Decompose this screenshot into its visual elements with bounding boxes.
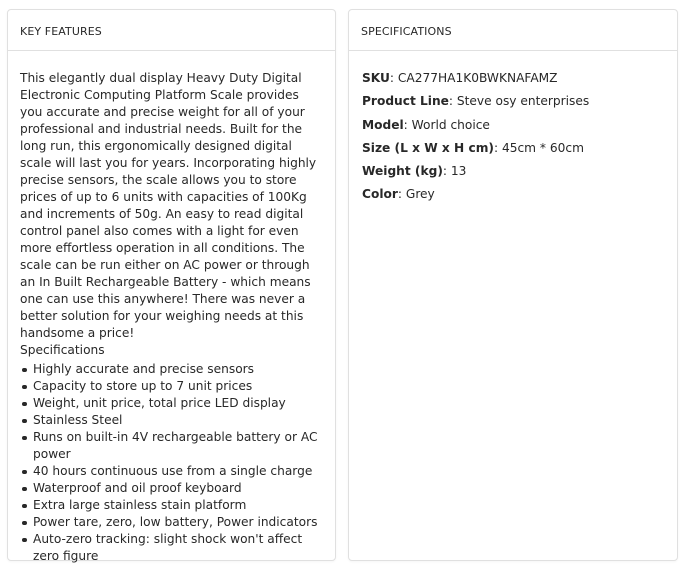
feature-list — [20, 361, 323, 565]
feature-item: Highly accurate and precise sensors — [33, 361, 323, 378]
spec-row-size: Size (L x W x H cm): 45cm * 60cm — [362, 140, 584, 155]
spec-key: Product Line — [362, 94, 449, 109]
feature-item: 40 hours continuous use from a single charge — [33, 463, 323, 480]
spec-row-product-line: Product Line: Steve osy enterprises — [362, 94, 590, 109]
spec-key: Color — [362, 187, 398, 202]
feature-item: Auto-zero tracking: slight shock won't affect zero figure — [33, 531, 323, 565]
feature-item: Runs on built-in 4V rechargeable battery or AC power — [33, 429, 323, 463]
specifications-card — [348, 9, 678, 561]
feature-item: Weight, unit price, total price LED display — [33, 395, 323, 412]
key-features-card — [7, 9, 336, 561]
spec-value: 45cm * 60cm — [501, 140, 584, 155]
spec-row-model: Model: World choice — [362, 117, 490, 132]
spec-value: 13 — [450, 164, 467, 179]
spec-key: Weight (kg) — [362, 164, 443, 179]
spec-key: Size (L x W x H cm) — [362, 140, 494, 155]
feature-item: Power tare, zero, low battery, Power indicators — [33, 514, 323, 531]
spec-row-sku: SKU: CA277HA1K0BWKNAFAMZ — [362, 71, 558, 85]
feature-item: Extra large stainless stain platform — [33, 497, 323, 514]
spec-value: Steve osy enterprises — [456, 94, 590, 109]
key-features-body — [8, 51, 335, 565]
product-description: This elegantly dual display Heavy Duty Digital Electronic Computing Platform Scale provides you accurate and precise weight for all of your professional and industrial needs. Built for the long run, this ergonomically designed digital scale will last you for years. Incorporating highly precise sensors, the scale allows you to store prices of up to 6 units with capacities of 100Kg and increments of 50g. An easy to read digital control panel also comes with a light for even more effortless operation in all conditions. The scale can be run either on AC power or through an In Built Rechargeable Battery - which means one can use this anywhere! There was never a better solution for your weighing needs at this handsome a price! — [20, 71, 317, 340]
spec-key: Model — [362, 117, 404, 132]
specifications-body — [349, 51, 677, 207]
specifications-subheading: Specifications — [20, 343, 105, 357]
spec-key: SKU — [362, 71, 390, 85]
feature-item: Capacity to store up to 7 unit prices — [33, 378, 323, 395]
spec-value: Grey — [405, 187, 435, 202]
key-features-header: KEY FEATURES — [8, 10, 335, 51]
specifications-header: SPECIFICATIONS — [349, 10, 677, 51]
feature-item: Stainless Steel — [33, 412, 323, 429]
spec-row-weight: Weight (kg): 13 — [362, 164, 467, 179]
spec-row-color: Color: Grey — [362, 187, 435, 202]
spec-value: World choice — [411, 117, 490, 132]
feature-item: Waterproof and oil proof keyboard — [33, 480, 323, 497]
spec-value: CA277HA1K0BWKNAFAMZ — [397, 71, 558, 85]
